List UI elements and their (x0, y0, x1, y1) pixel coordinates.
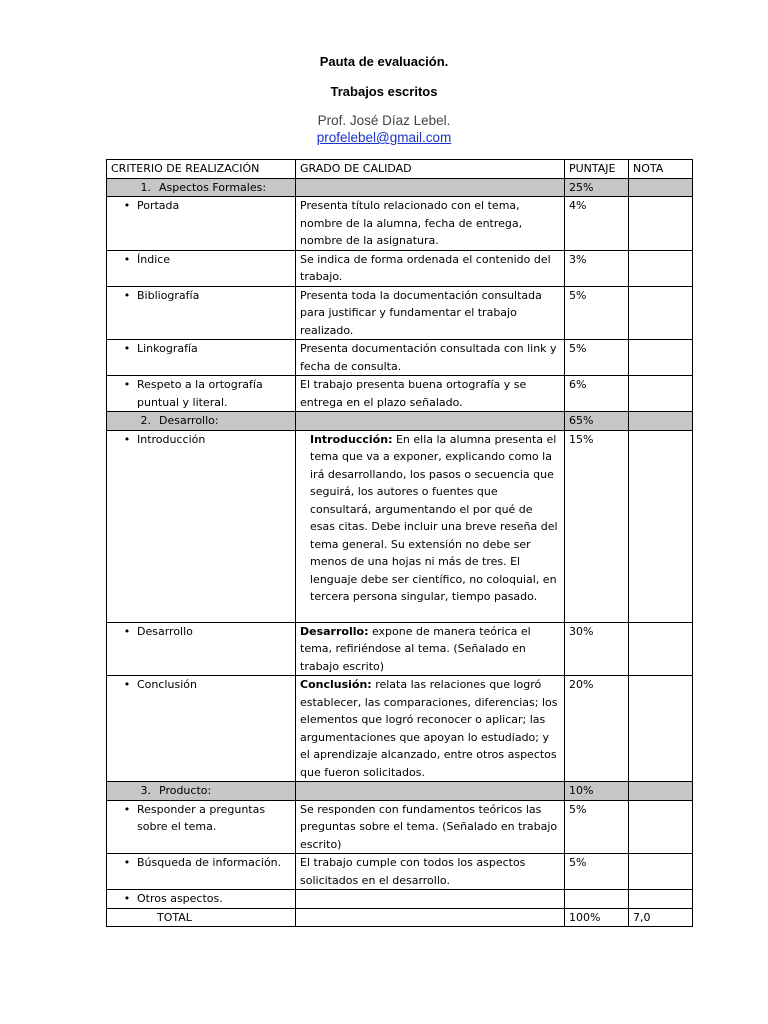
quality-heading: Desarrollo: (300, 624, 369, 638)
section-label: Desarrollo: (159, 414, 219, 427)
score-cell: 5% (565, 800, 629, 854)
section-number: 3. (140, 784, 151, 797)
total-label: TOTAL (157, 910, 192, 924)
document-title: Pauta de evaluación. (319, 54, 449, 69)
criterion-label: Introducción (137, 432, 206, 446)
quality-text: expone de manera teórica el tema, refiriéndose al tema. (Señalado en trabajo escrito) (300, 624, 531, 673)
score-cell: 20% (565, 676, 629, 782)
quality-cell: Presenta toda la documentación consultada para justificar y fundamentar el trabajo realizado. (296, 286, 565, 340)
quality-cell (296, 890, 565, 909)
bullet-icon: • (123, 856, 131, 869)
table-row-bibliografia (107, 286, 693, 340)
grade-cell (629, 250, 693, 286)
quality-cell: Presenta documentación consultada con link y fecha de consulta. (296, 340, 565, 376)
grade-cell (629, 890, 693, 909)
document-subtitle: Trabajos escritos (330, 84, 438, 99)
score-cell: 15% (565, 430, 629, 622)
quality-cell: Se responden con fundamentos teóricos las preguntas sobre el tema. (Señalado en trabajo escrito) (296, 800, 565, 854)
table-row-conclusion (107, 676, 693, 782)
professor-name: Prof. José Díaz Lebel. (317, 113, 451, 128)
section-score: 10% (565, 782, 629, 801)
score-cell: 5% (565, 340, 629, 376)
column-header-grade: NOTA (629, 160, 693, 179)
table-row-desarrollo (107, 622, 693, 676)
section-label: Producto: (159, 784, 212, 797)
quality-cell: El trabajo presenta buena ortografía y se entrega en el plazo señalado. (296, 376, 565, 412)
total-grade: 7,0 (629, 908, 693, 927)
quality-cell: Se indica de forma ordenada el contenido del trabajo. (296, 250, 565, 286)
grade-cell (629, 622, 693, 676)
section-row-producto (107, 782, 693, 801)
total-score: 100% (565, 908, 629, 927)
criterion-label: Índice (137, 252, 171, 266)
grade-cell (629, 800, 693, 854)
section-score: 65% (565, 412, 629, 431)
score-cell: 4% (565, 197, 629, 251)
grade-cell (629, 197, 693, 251)
column-header-criterion: CRITERIO DE REALIZACIÓN (107, 160, 296, 179)
quality-heading: Conclusión: (300, 678, 372, 691)
bullet-icon: • (123, 252, 131, 266)
table-row-otros (107, 890, 693, 909)
table-row-ortografia (107, 376, 693, 412)
quality-cell: El trabajo cumple con todos los aspectos solicitados en el desarrollo. (296, 854, 565, 890)
score-cell: 3% (565, 250, 629, 286)
quality-cell (296, 622, 565, 676)
section-row-formal (107, 178, 693, 197)
quality-cell (296, 430, 565, 622)
bullet-icon: • (123, 802, 131, 816)
criterion-label: Portada (137, 199, 180, 212)
table-row-introduccion (107, 430, 693, 622)
table-row-busqueda (107, 854, 693, 890)
table-row-linkografia (107, 340, 693, 376)
score-cell: 6% (565, 376, 629, 412)
criterion-label: Otros aspectos. (137, 892, 223, 905)
quality-heading: Introducción: (310, 432, 393, 446)
criterion-label: Bibliografía (137, 288, 200, 302)
criterion-label: Responder a preguntas sobre el tema. (137, 802, 266, 833)
section-number: 2. (140, 414, 151, 427)
criterion-label: Linkografía (137, 342, 198, 355)
section-row-desarrollo (107, 412, 693, 431)
bullet-icon: • (123, 432, 131, 446)
score-cell: 5% (565, 854, 629, 890)
column-header-score: PUNTAJE (565, 160, 629, 179)
table-row-portada (107, 197, 693, 251)
grade-cell (629, 376, 693, 412)
quality-text: En ella la alumna presenta el tema que va a exponer, explicando como la irá desarrollando, los pasos o secuencia que seguirá, los autores o fuentes que consultará, argumentando el por qué de esas citas. Debe incluir una breve reseña del tema general. Su extensión no debe ser menos de una hojas ni más de tres. El lenguaje debe ser científico, no coloquial, en tercera persona singular, tiempo pasado. (310, 432, 558, 603)
table-row-indice (107, 250, 693, 286)
section-score: 25% (565, 178, 629, 197)
bullet-icon: • (123, 378, 131, 391)
bullet-icon: • (123, 624, 131, 638)
bullet-icon: • (123, 288, 131, 302)
quality-cell: Presenta título relacionado con el tema, nombre de la alumna, fecha de entrega, nombre de la asignatura. (296, 197, 565, 251)
criterion-label: Desarrollo (137, 624, 193, 638)
score-cell: 30% (565, 622, 629, 676)
grade-cell (629, 286, 693, 340)
table-row-responder (107, 800, 693, 854)
bullet-icon: • (123, 199, 131, 212)
grade-cell (629, 854, 693, 890)
bullet-icon: • (123, 678, 131, 691)
criterion-label: Respeto a la ortografía puntual y literal. (137, 378, 263, 409)
evaluation-table (106, 159, 693, 927)
column-header-quality: GRADO DE CALIDAD (296, 160, 565, 179)
grade-cell (629, 340, 693, 376)
score-cell (565, 890, 629, 909)
table-header-row (107, 160, 693, 179)
grade-cell (629, 430, 693, 622)
quality-cell (296, 676, 565, 782)
quality-text: relata las relaciones que logró establecer, las comparaciones, diferencias; los elementos que logró reconocer o aplicar; las argumentaciones que apoyan lo estudiado; y el aprendizaje alcanzado, entre otros aspectos que fueron solicitados. (300, 678, 558, 779)
email-link[interactable]: profelebel@gmail.com (316, 130, 452, 145)
grade-cell (629, 676, 693, 782)
table-row-total (107, 908, 693, 927)
bullet-icon: • (123, 342, 131, 355)
score-cell: 5% (565, 286, 629, 340)
section-number: 1. (140, 180, 151, 194)
criterion-label: Búsqueda de información. (137, 856, 282, 869)
bullet-icon: • (123, 892, 131, 905)
criterion-label: Conclusión (137, 678, 197, 691)
section-label: Aspectos Formales: (159, 180, 267, 194)
